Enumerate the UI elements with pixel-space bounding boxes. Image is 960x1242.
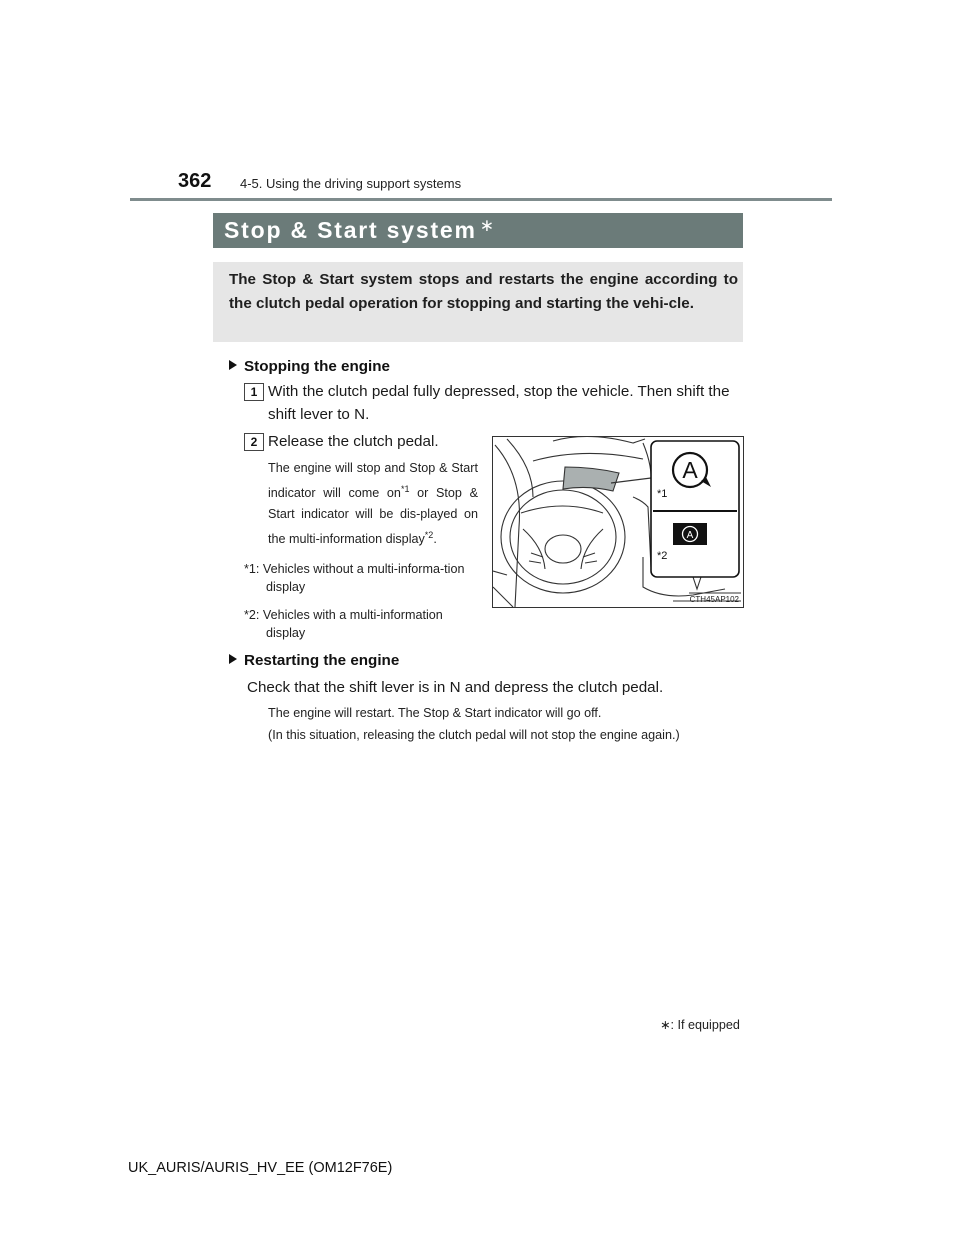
page-number: 362 (178, 170, 212, 192)
footnote-2-marker: *2 (244, 608, 256, 622)
restarting-text: Check that the shift lever is in N and depress the clutch pedal. (247, 679, 664, 696)
figure-label-2: *2 (657, 550, 668, 562)
section-title: 4-5. Using the driving support systems (240, 176, 462, 191)
page-title (224, 215, 496, 245)
footnote-2-text: : Vehicles with a multi-information display (255, 608, 443, 640)
auto-stop-indicator-icon: A (686, 530, 694, 541)
note-part-1: The engine will stop and Stop & Start indicator will come on (268, 461, 478, 501)
page-title-text: Stop & Start system (224, 217, 477, 243)
steering-wheel-illustration (493, 437, 743, 607)
if-equipped-marker: ∗ (479, 216, 496, 235)
stopping-heading-text: Stopping the engine (244, 358, 390, 375)
restarting-note-1: The engine will restart. The Stop & Start indicator will go off. (268, 706, 602, 720)
step-2-note (268, 458, 478, 550)
auto-stop-icon-letter: A (682, 457, 698, 483)
dashboard-illustration (492, 436, 744, 608)
header-divider (130, 198, 832, 201)
restarting-heading (229, 652, 399, 669)
note-ref-1: *1 (400, 484, 410, 494)
figure-label-1: *1 (657, 488, 668, 500)
step-1-badge: 1 (244, 383, 264, 401)
note-part-2: or Stop & Start indicator will be dis-played on the multi-information display (268, 486, 478, 547)
bullet-triangle-icon (229, 360, 237, 370)
step-2-badge: 2 (244, 433, 264, 451)
note-ref-2: *2 (424, 530, 434, 541)
restarting-note-2: (In this situation, releasing the clutch pedal will not stop the engine again.) (268, 728, 680, 742)
step-2-text: Release the clutch pedal. (268, 433, 439, 450)
footnote-1-marker: *1 (244, 562, 256, 576)
intro-text: The Stop & Start system stops and restarts the engine according to the clutch pedal operation for stopping and starting the vehi-cle. (229, 271, 738, 312)
step-1-text: With the clutch pedal fully depressed, stop the vehicle. Then shift the shift lever to N. (268, 383, 730, 423)
footnote-1 (244, 560, 480, 596)
bullet-triangle-icon (229, 654, 237, 664)
if-equipped-footnote: ∗: If equipped (660, 1018, 740, 1032)
note-part-3: . (433, 532, 437, 547)
footnote-2 (244, 606, 480, 642)
document-code: UK_AURIS/AURIS_HV_EE (OM12F76E) (128, 1160, 393, 1176)
footnote-1-text: : Vehicles without a multi-informa-tion display (255, 562, 465, 594)
restarting-heading-text: Restarting the engine (244, 652, 400, 669)
figure-code: CTH45AP102 (689, 595, 739, 604)
stopping-heading (229, 358, 390, 375)
